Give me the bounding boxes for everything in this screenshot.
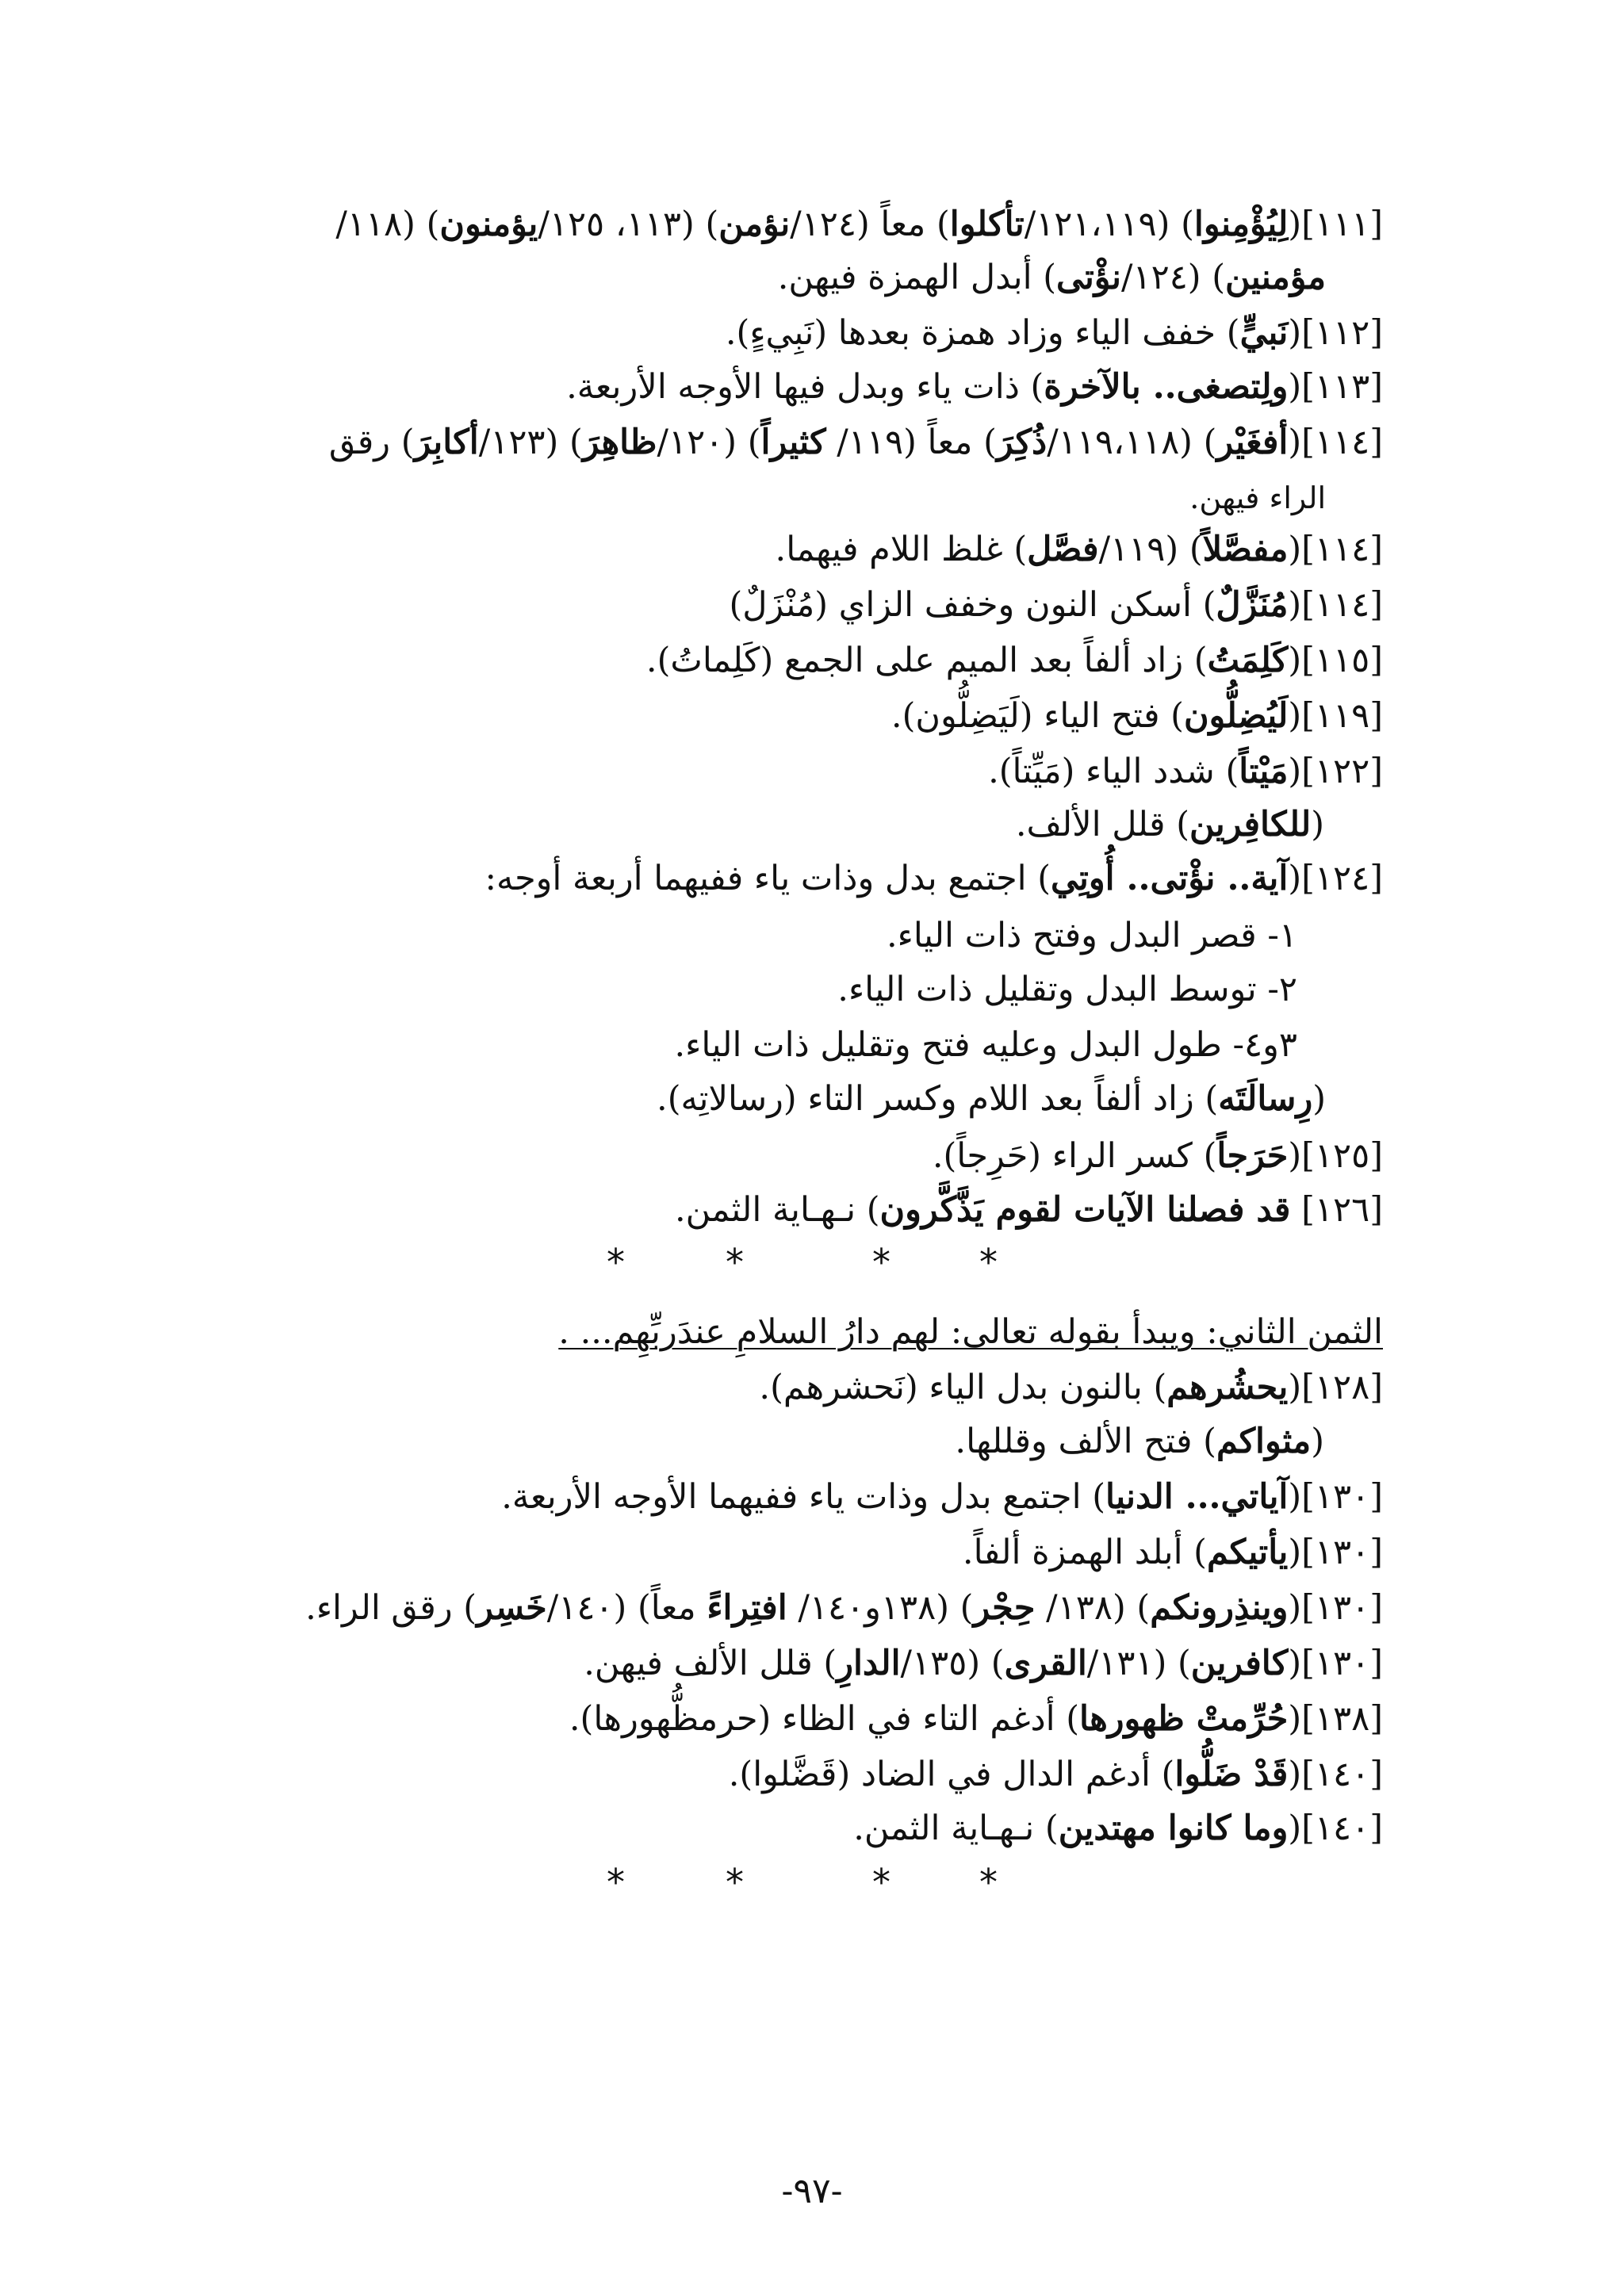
text-line — [759, 1365, 1383, 1410]
text-run: ) أدغم الدال في الضاد (قَضَّلوا). — [728, 1755, 1175, 1794]
text-run: معاً) (١٤٠/ — [546, 1588, 707, 1628]
bold-term: نؤْتى — [1056, 258, 1121, 297]
text-run: ) (١٢١،١١٩/ — [1024, 205, 1194, 244]
text-line — [305, 1586, 1383, 1630]
bold-term: مثواكم — [1216, 1422, 1312, 1461]
bold-term: فصَّل — [1027, 530, 1099, 569]
separator-star: * — [607, 1861, 625, 1904]
bold-term: قَدْ ضَلُّوا — [1174, 1755, 1289, 1794]
bold-term: آية.. نؤْتى.. أُوتِي — [1051, 859, 1289, 898]
text-line — [887, 913, 1297, 958]
bold-term: نؤمن — [718, 205, 791, 244]
text-line — [837, 967, 1297, 1012]
text-line — [726, 311, 1383, 355]
bold-term: يأتيكم — [1206, 1533, 1289, 1572]
text-run: [١٢٥]( — [1288, 1136, 1383, 1176]
text-run: ) اجتمع بدل وذات ياء ففيهما الأوجه الأربعة. — [501, 1477, 1105, 1517]
text-line — [955, 1419, 1324, 1464]
bold-term: وينذِرونكم — [1150, 1588, 1289, 1628]
text-run: [١٢٤]( — [1288, 859, 1383, 898]
text-run: [١٤٠]( — [1288, 1809, 1383, 1848]
text-run: ) (١١٩/ — [1098, 530, 1203, 569]
text-line — [963, 1530, 1383, 1575]
text-run: ) (١٢٣/ — [478, 423, 583, 462]
bold-term: يحشُرهم — [1166, 1368, 1289, 1407]
text-run: [١١٤]( — [1288, 530, 1383, 569]
bold-term: رِسالَتَه — [1218, 1079, 1313, 1119]
text-line — [646, 638, 1383, 683]
text-line — [1189, 476, 1326, 520]
text-line — [891, 694, 1383, 738]
text-run: ) نـهـاية الثمن. — [853, 1809, 1059, 1848]
section-separator — [0, 1241, 1624, 1284]
text-run: [١٣٠]( — [1288, 1644, 1383, 1683]
text-run: ) قلل الألف. — [1015, 805, 1190, 844]
text-run: ) زاد ألفاً بعد الميم على الجمع (كَلِماتُ). — [645, 641, 1208, 680]
text-run: ) بالنون بدل الياء (نَحشرهم). — [759, 1368, 1167, 1407]
text-run: الراء فيهن. — [1189, 480, 1326, 515]
separator-star: * — [872, 1861, 891, 1904]
separator-star: * — [607, 1241, 625, 1284]
text-line — [988, 749, 1383, 794]
text-line — [853, 1806, 1383, 1851]
text-run: ) (١١٩،١١٨/ — [1047, 423, 1217, 462]
text-run: ( — [1312, 1079, 1326, 1119]
text-run: ) (١١٣، ١٢٥/ — [538, 205, 719, 244]
text-line — [566, 365, 1383, 409]
bold-term: مفصَّلاً — [1202, 530, 1289, 569]
bold-term: تأكلوا — [949, 205, 1025, 244]
text-run: ) (١٢٤/ — [1121, 258, 1226, 297]
text-run: ) (١١٨/ — [335, 205, 440, 244]
bold-term: قد فصلنا الآيات لقوم يَذَّكَّرون — [879, 1190, 1291, 1230]
bold-term: مُنَزَّلٌ — [1216, 585, 1289, 625]
text-run: ) اجتمع بدل وذات ياء ففيهما أربعة أوجه: — [485, 859, 1051, 898]
text-run: ) كسر الراء (حَرِجاً). — [932, 1136, 1217, 1176]
bold-term: كثيراً — [760, 423, 826, 462]
text-line — [729, 583, 1383, 627]
text-run: ) غلظ اللام فيهما. — [775, 530, 1028, 569]
text-run: [١٢٨]( — [1288, 1368, 1383, 1407]
text-run: ( — [1311, 1422, 1324, 1461]
text-line — [933, 1134, 1383, 1178]
text-run: ) فتح الياء (لَيَضِلُّون). — [891, 696, 1184, 736]
text-run: [١١٩]( — [1288, 696, 1383, 736]
bold-term: حُرِّمتْ ظهورها — [1079, 1699, 1289, 1739]
text-run: ) زاد ألفاً بعد اللام وكسر التاء (رسالاتِه). — [657, 1079, 1219, 1119]
text-run: [١٣٠]( — [1288, 1588, 1383, 1628]
text-line — [778, 255, 1326, 300]
text-run: ) فتح الألف وقللها. — [955, 1422, 1216, 1461]
bold-term: كَلِمَتُ — [1207, 641, 1289, 680]
text-run: ١- قصر البدل وفتح ذات الياء. — [886, 916, 1297, 955]
text-run: [١١٥]( — [1288, 641, 1383, 680]
text-run: ) (١٢٠/ — [657, 423, 761, 462]
bold-term: مؤمنين — [1225, 258, 1326, 297]
text-run: ) قلل الألف فيهن. — [584, 1644, 837, 1683]
text-run: ( — [1311, 805, 1324, 844]
text-run: ) معاً (١٢٤/ — [790, 205, 950, 244]
bold-term: حَرَجاً — [1216, 1136, 1289, 1176]
text-run: ٢- توسط البدل وتقليل ذات الياء. — [837, 970, 1297, 1009]
bold-term: الدارِ — [837, 1644, 901, 1683]
text-run: ) نـهـاية الثمن. — [675, 1190, 880, 1230]
text-run: الثمن الثاني: ويبدأ بقوله تعالى: لهم دارُ السلامِ عندَربِّهِم... . — [558, 1312, 1383, 1352]
bold-term: خَسِر — [477, 1588, 547, 1628]
text-line — [657, 1077, 1326, 1121]
text-run: ) أدغم التاء في الظاء (حرمظُّهورها). — [569, 1699, 1080, 1739]
separator-star: * — [979, 1861, 998, 1904]
text-run: [١١٣]( — [1288, 367, 1383, 407]
page-number: -٩٧- — [781, 2171, 843, 2211]
bold-term: مَيْتاً — [1239, 752, 1289, 791]
text-line — [329, 420, 1383, 465]
bold-term: أفغَيْر — [1216, 423, 1289, 462]
text-run: ) معاً (١١٩/ — [825, 423, 997, 462]
text-line — [569, 1697, 1383, 1741]
text-run: [١٣٠]( — [1288, 1533, 1383, 1572]
bold-term: ذُكِرَ — [996, 423, 1048, 462]
text-line — [776, 527, 1383, 572]
text-run: ) (١٣٨و١٤٠/ — [787, 1588, 974, 1628]
text-run: ) خفف الياء وزاد همزة بعدها (نَبِيءٍ). — [725, 313, 1240, 353]
text-line — [1016, 802, 1324, 847]
bold-term: حِجْر — [973, 1588, 1036, 1628]
text-run: [١٤٠]( — [1288, 1755, 1383, 1794]
text-run: [١١٤]( — [1288, 585, 1383, 625]
bold-term: لَيُضِلُّون — [1183, 696, 1289, 736]
text-run: ) (١٣٥/ — [900, 1644, 1005, 1683]
text-run: [١٣٠]( — [1288, 1477, 1383, 1517]
text-run: ) (١٣٨/ — [1035, 1588, 1151, 1628]
text-line — [485, 856, 1383, 901]
text-run: ) أسكن النون وخفف الزاي (مُنْزَلٌ) — [729, 585, 1216, 625]
section-heading — [558, 1310, 1383, 1354]
text-run: ) أبلد الهمزة ألفاً. — [962, 1533, 1207, 1572]
text-run: [١٢٦] — [1290, 1190, 1383, 1230]
text-run: [١١٤]( — [1288, 423, 1383, 462]
bold-term: وما كانوا مهتدين — [1058, 1809, 1289, 1848]
separator-star: * — [726, 1861, 744, 1904]
text-run: [١٣٨]( — [1288, 1699, 1383, 1739]
bold-term: نَبيٍّ — [1239, 313, 1289, 353]
bold-term: ولِتصغى.. بالآخرة — [1044, 367, 1289, 407]
bold-term: ظاهِرَ — [582, 423, 657, 462]
text-run: ) أبدل الهمزة فيهن. — [777, 258, 1056, 297]
text-line — [584, 1641, 1383, 1686]
text-line — [675, 1188, 1383, 1232]
separator-star: * — [979, 1241, 998, 1284]
text-run: [١١٢]( — [1288, 313, 1383, 353]
text-run: ٣و٤- طول البدل وعليه فتح وتقليل ذات الياء. — [674, 1025, 1297, 1065]
bold-term: كافرين — [1190, 1644, 1289, 1683]
text-line — [674, 1023, 1297, 1067]
bold-term: القرى — [1004, 1644, 1087, 1683]
text-run: [١١١]( — [1288, 205, 1383, 244]
separator-star: * — [726, 1241, 744, 1284]
bold-term: أكابِرَ — [414, 423, 479, 462]
text-run: ) شدد الياء (مَيِّتاً). — [988, 752, 1239, 791]
text-line — [335, 202, 1383, 247]
text-line — [729, 1752, 1383, 1797]
bold-term: للكافِرين — [1189, 805, 1312, 844]
bold-term: افتِراءً — [707, 1588, 787, 1628]
bold-term: يؤمنون — [439, 205, 538, 244]
text-line — [501, 1475, 1383, 1519]
text-run: ) (١٣١/ — [1086, 1644, 1191, 1683]
bold-term: آياتي... الدنيا — [1105, 1477, 1289, 1517]
bold-term: لِيُؤْمِنوا — [1193, 205, 1289, 244]
text-run: ) ذات ياء وبدل فيها الأوجه الأربعة. — [566, 367, 1044, 407]
text-run: ) رقق الراء. — [305, 1588, 477, 1628]
section-separator — [0, 1861, 1624, 1904]
separator-star: * — [872, 1241, 891, 1284]
text-run: ) رقق — [328, 423, 415, 462]
text-run: [١٢٢]( — [1288, 752, 1383, 791]
